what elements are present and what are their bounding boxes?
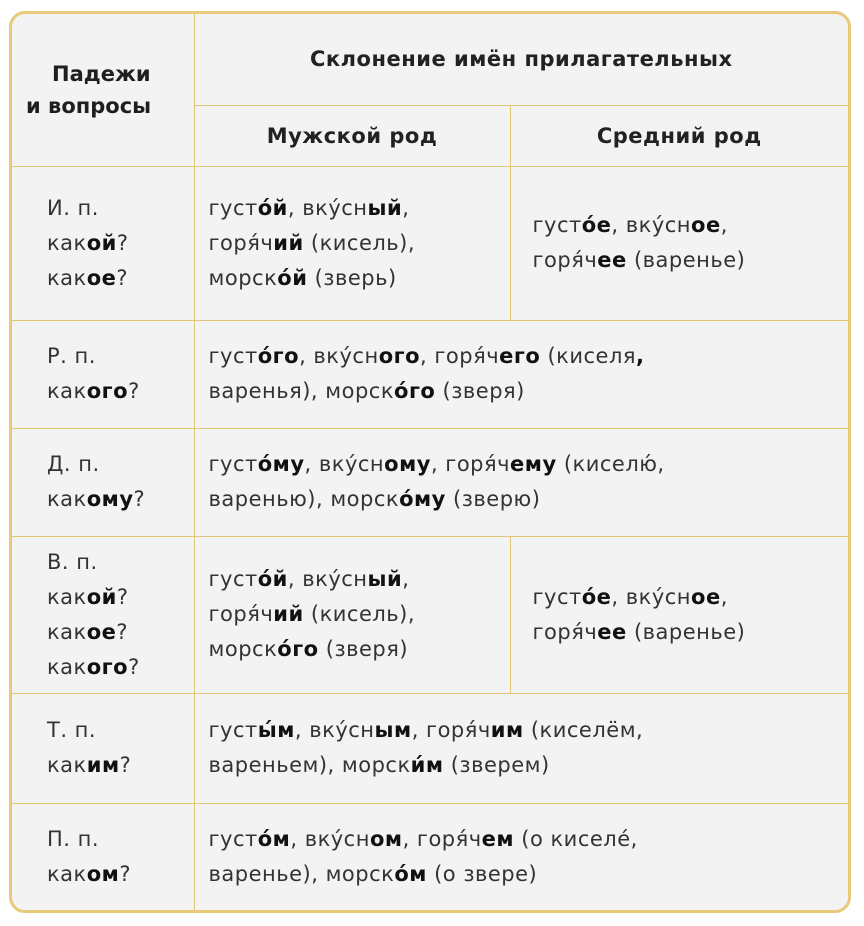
case-question: какого? [47,379,140,403]
row-dative [12,428,848,536]
row-genitive [12,320,848,428]
row-instrumental [12,693,848,803]
form-line: густо́е, вку́сное, [532,213,728,237]
declension-table [12,14,848,910]
shared-forms [194,693,848,803]
header-cases-line2: и вопросы [26,93,152,118]
form-line: морско́го (зверя) [208,637,409,661]
declension-table-frame [9,11,851,913]
form-line: густо́й, вку́сный, [208,567,410,591]
form-line: морско́й (зверь) [208,265,397,290]
header-cases-line1: Падежи [52,61,151,86]
case-question: какому? [47,487,146,511]
header-cases-questions [12,14,194,166]
case-label: Т. п. [47,718,97,742]
case-questions [47,580,194,685]
case-label: Р. п. [47,344,96,368]
case-question: какой? [47,230,129,255]
form-line: горя́чий (кисель), [208,602,416,626]
form-line: варенья), морско́го (зверя) [208,379,525,403]
form-line: густо́му, вку́сному, горя́чему (киселю́, [208,452,665,476]
form-line: варенье), морско́м (о звере) [208,861,538,886]
form-line: горя́чий (кисель), [208,230,416,255]
case-cell [12,803,194,910]
case-question: какое? [47,619,129,644]
form-line: варенью), морско́му (зверю) [208,487,541,511]
case-questions [47,374,194,409]
header-neuter: Средний род [510,105,848,166]
form-line: вареньем), морски́м (зверем) [208,753,550,777]
case-cell [12,428,194,536]
case-label: П. п. [47,826,100,851]
form-line: густы́м, вку́сным, горя́чим (киселём, [208,718,644,742]
shared-forms [194,428,848,536]
masculine-forms [194,536,510,693]
case-cell [12,320,194,428]
case-question: какого? [47,654,140,679]
form-line: густо́го, вку́сного, горя́чего (киселя, [208,344,645,368]
neuter-forms [510,166,848,320]
case-questions [47,748,194,783]
case-questions [47,857,194,892]
case-question: какое? [47,265,129,290]
case-label: В. п. [47,549,98,574]
shared-forms [194,320,848,428]
case-label: Д. п. [47,452,100,476]
form-line: густо́м, вку́сном, горя́чем (о киселе́, [208,826,638,851]
header-title: Склонение имён прилагательных [194,14,848,105]
case-question: какой? [47,584,129,609]
neuter-forms [510,536,848,693]
case-cell [12,166,194,320]
case-question: каким? [47,753,132,777]
case-label: И. п. [47,195,99,220]
shared-forms [194,803,848,910]
case-cell [12,693,194,803]
row-nominative [12,166,848,320]
case-questions [47,226,194,296]
case-questions [47,482,194,517]
row-prepositional [12,803,848,910]
form-line: густо́й, вку́сный, [208,195,410,220]
form-line: горя́чее (варенье) [532,619,746,644]
form-line: густо́е, вку́сное, [532,584,728,609]
form-line: горя́чее (варенье) [532,248,746,272]
case-question: каком? [47,861,131,886]
header-masculine: Мужской род [194,105,510,166]
case-cell [12,536,194,693]
row-accusative [12,536,848,693]
masculine-forms [194,166,510,320]
